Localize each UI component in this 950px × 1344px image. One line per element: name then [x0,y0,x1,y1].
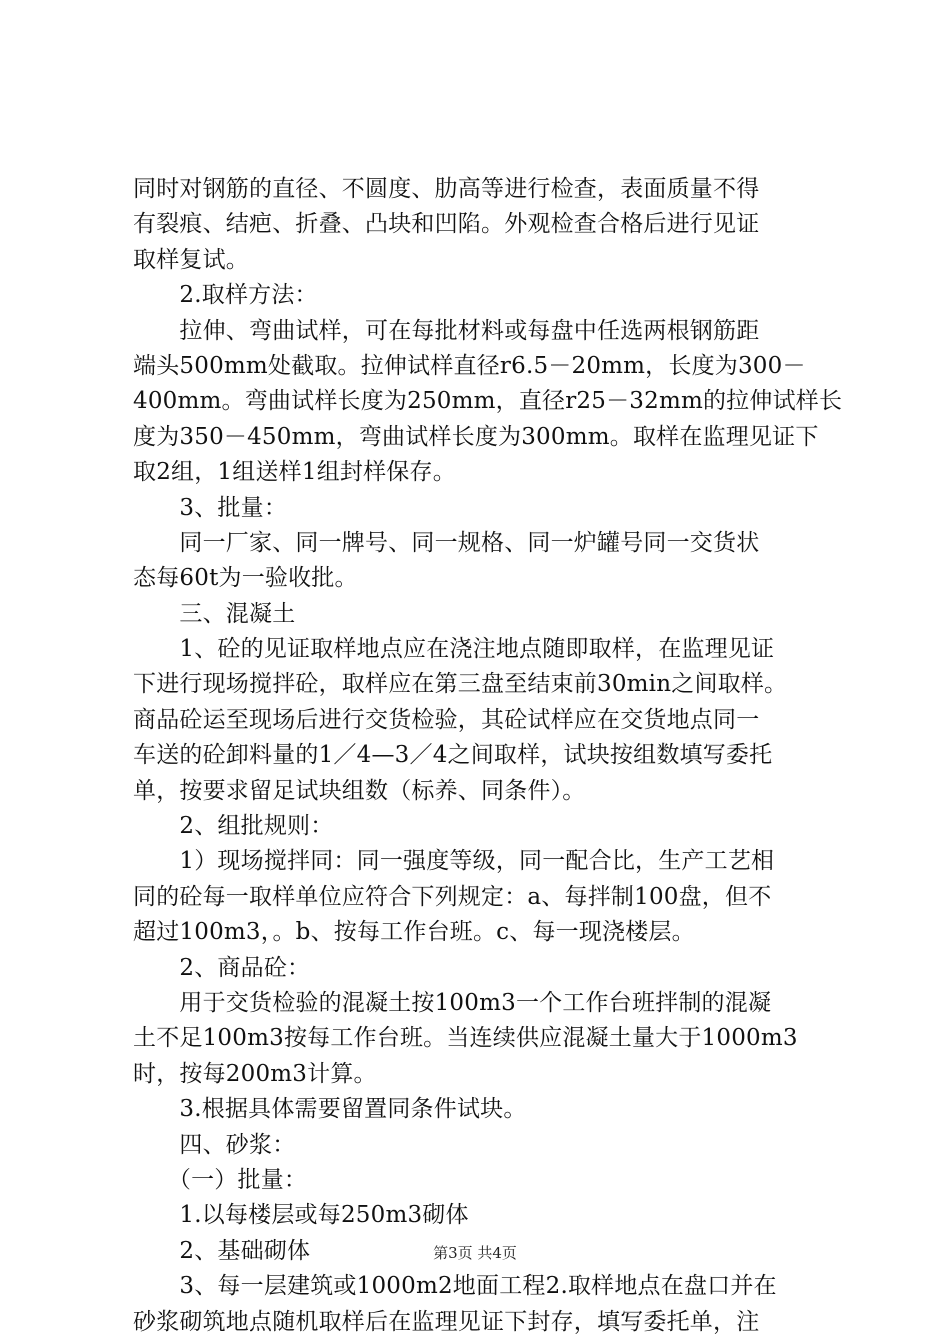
text-line: 取2组，1组送样1组封样保存。 [133,459,456,486]
text-line: 商品砼运至现场后进行交货检验，其砼试样应在交货地点同一 [133,706,760,733]
text-line: 单，按要求留足试块组数（标养、同条件）。 [133,777,586,804]
text-line: 三、混凝土 [133,600,296,627]
text-line: 有裂痕、结疤、折叠、凸块和凹陷。外观检查合格后进行见证 [133,211,760,238]
text-line: 2、组批规则： [133,813,334,840]
text-line: 砂浆砌筑地点随机取样后在监理见证下封存，填写委托单，注 [133,1308,760,1335]
text-line: 超过100m3，。b、按每工作台班。c、每一现浇楼层。 [133,919,695,946]
text-line: 2.取样方法： [133,282,318,309]
text-line: 取样复试。 [133,246,249,273]
text-line: 车送的砼卸料量的1／4—3／4之间取样，试块按组数填写委托 [133,742,773,769]
text-line: 2、商品砼： [133,954,311,981]
text-line: 度为350－450mm，弯曲试样长度为300mm。取样在监理见证下 [133,423,819,450]
text-line: 端头500mm处截取。拉伸试样直径r6.5－20mm，长度为300－ [133,352,806,379]
text-line: 同时对钢筋的直径、不圆度、肋高等进行检查，表面质量不得 [133,176,760,202]
text-line: （一）批量： [133,1166,308,1193]
text-line: 1）现场搅拌同：同一强度等级，同一配合比，生产工艺相 [133,848,775,875]
text-line: 下进行现场搅拌砼，取样应在第三盘至结束前30min之间取样。 [133,671,788,698]
text-line: 3、批量： [133,494,288,521]
page-number-label: 第3页 共4页 [433,1244,517,1262]
text-line: 态每60t为一验收批。 [133,565,358,592]
text-line: 2、基础砌体 [133,1237,311,1264]
text-line: 四、砂浆： [133,1131,296,1158]
body-text [133,172,843,1340]
text-line: 400mm。弯曲试样长度为250mm，直径r25－32mm的拉伸试样长 [133,388,843,415]
text-line: 3、每一层建筑或1000m2地面工程2.取样地点在盘口并在 [133,1273,777,1300]
text-line: 1、砼的见证取样地点应在浇注地点随即取样，在监理见证 [133,636,775,663]
text-line: 3.根据具体需要留置同条件试块。 [133,1096,527,1123]
page-footer [0,1243,950,1263]
text-line: 同的砼每一取样单位应符合下列规定：a、每拌制100盘，但不 [133,883,772,910]
text-line: 土不足100m3按每工作台班。当连续供应混凝土量大于1000m3 [133,1025,798,1052]
text-line: 拉伸、弯曲试样，可在每批材料或每盘中任选两根钢筋距 [133,317,760,344]
text-line: 用于交货检验的混凝土按100m3一个工作台班拌制的混凝 [133,989,772,1016]
text-line: 1.以每楼层或每250m3砌体 [133,1202,469,1229]
text-line: 时，按每200m3计算。 [133,1060,377,1087]
text-line: 同一厂家、同一牌号、同一规格、同一炉罐号同一交货状 [133,529,760,556]
